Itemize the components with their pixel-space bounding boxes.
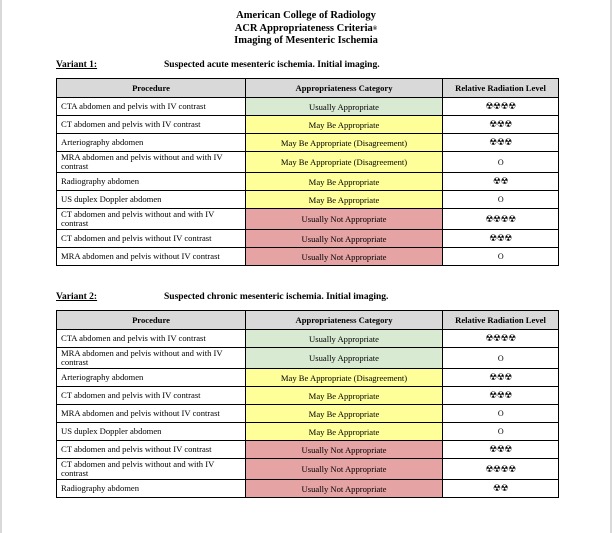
table-row bbox=[57, 330, 559, 348]
radiation-level-cell: ☢☢☢ bbox=[443, 116, 559, 134]
procedure-cell: CT abdomen and pelvis with IV contrast bbox=[57, 116, 246, 134]
table-row bbox=[57, 348, 559, 369]
criteria-title-text: ACR Appropriateness Criteria bbox=[234, 22, 373, 34]
table-row bbox=[57, 441, 559, 459]
appropriateness-category-cell: May Be Appropriate bbox=[246, 423, 443, 441]
criteria-title bbox=[0, 23, 612, 36]
table-row bbox=[57, 248, 559, 266]
variant-2-table bbox=[56, 310, 559, 498]
radiation-level-cell: O bbox=[443, 423, 559, 441]
procedure-cell: MRA abdomen and pelvis without IV contrast bbox=[57, 405, 246, 423]
table-row bbox=[57, 405, 559, 423]
radiation-column-header: Relative Radiation Level bbox=[443, 79, 559, 98]
variant-1-table bbox=[56, 78, 559, 266]
procedure-cell: CT abdomen and pelvis without and with IV contrast bbox=[57, 209, 246, 230]
appropriateness-category-cell: Usually Not Appropriate bbox=[246, 459, 443, 480]
appropriateness-category-cell: May Be Appropriate bbox=[246, 387, 443, 405]
category-column-header: Appropriateness Category bbox=[246, 311, 443, 330]
procedure-cell: MRA abdomen and pelvis without and with IV contrast bbox=[57, 348, 246, 369]
radiation-column-header: Relative Radiation Level bbox=[443, 311, 559, 330]
variant-2-table-body bbox=[57, 330, 559, 498]
radiation-level-cell: ☢☢☢☢ bbox=[443, 459, 559, 480]
procedure-cell: MRA abdomen and pelvis without and with IV contrast bbox=[57, 152, 246, 173]
table-row bbox=[57, 423, 559, 441]
radiation-level-cell: ☢☢☢☢ bbox=[443, 330, 559, 348]
procedure-cell: CT abdomen and pelvis without and with IV contrast bbox=[57, 459, 246, 480]
procedure-cell: CT abdomen and pelvis with IV contrast bbox=[57, 387, 246, 405]
radiation-level-cell: ☢☢ bbox=[443, 480, 559, 498]
procedure-cell: Arteriography abdomen bbox=[57, 369, 246, 387]
radiation-level-cell: ☢☢☢ bbox=[443, 441, 559, 459]
radiation-level-cell: O bbox=[443, 348, 559, 369]
table-row bbox=[57, 191, 559, 209]
org-title: American College of Radiology bbox=[236, 10, 376, 21]
variant-2-label: Variant 2: bbox=[56, 292, 98, 302]
radiation-level-cell: O bbox=[443, 248, 559, 266]
procedure-cell: CTA abdomen and pelvis with IV contrast bbox=[57, 330, 246, 348]
appropriateness-category-cell: May Be Appropriate bbox=[246, 405, 443, 423]
table-row bbox=[57, 369, 559, 387]
appropriateness-category-cell: May Be Appropriate bbox=[246, 116, 443, 134]
radiation-level-cell: O bbox=[443, 405, 559, 423]
procedure-cell: CT abdomen and pelvis without IV contrast bbox=[57, 230, 246, 248]
appropriateness-category-cell: May Be Appropriate (Disagreement) bbox=[246, 152, 443, 173]
variant-1-description: Suspected acute mesenteric ischemia. Initial imaging. bbox=[164, 60, 380, 70]
appropriateness-category-cell: Usually Not Appropriate bbox=[246, 248, 443, 266]
table-row bbox=[57, 116, 559, 134]
table-header-row bbox=[57, 79, 559, 98]
table-row bbox=[57, 209, 559, 230]
appropriateness-category-cell: Usually Not Appropriate bbox=[246, 209, 443, 230]
appropriateness-category-cell: Usually Not Appropriate bbox=[246, 441, 443, 459]
variant-1-table-body bbox=[57, 98, 559, 266]
appropriateness-category-cell: May Be Appropriate bbox=[246, 191, 443, 209]
radiation-level-cell: ☢☢☢☢ bbox=[443, 98, 559, 116]
radiation-level-cell: ☢☢☢ bbox=[443, 230, 559, 248]
appropriateness-category-cell: May Be Appropriate bbox=[246, 173, 443, 191]
table-row bbox=[57, 459, 559, 480]
category-column-header: Appropriateness Category bbox=[246, 79, 443, 98]
procedure-cell: US duplex Doppler abdomen bbox=[57, 191, 246, 209]
variant-1-heading bbox=[56, 60, 380, 70]
appropriateness-category-cell: Usually Appropriate bbox=[246, 348, 443, 369]
procedure-cell: Radiography abdomen bbox=[57, 480, 246, 498]
topic-title: Imaging of Mesenteric Ischemia bbox=[234, 35, 378, 46]
appropriateness-category-cell: Usually Not Appropriate bbox=[246, 480, 443, 498]
appropriateness-category-cell: Usually Appropriate bbox=[246, 330, 443, 348]
procedure-cell: Radiography abdomen bbox=[57, 173, 246, 191]
radiation-level-cell: ☢☢☢ bbox=[443, 387, 559, 405]
radiation-level-cell: O bbox=[443, 191, 559, 209]
variant-2-heading bbox=[56, 292, 388, 302]
procedure-column-header: Procedure bbox=[57, 79, 246, 98]
appropriateness-category-cell: Usually Not Appropriate bbox=[246, 230, 443, 248]
appropriateness-category-cell: Usually Appropriate bbox=[246, 98, 443, 116]
page-edge-left bbox=[0, 0, 2, 533]
registered-mark: ® bbox=[372, 25, 378, 32]
appropriateness-category-cell: May Be Appropriate (Disagreement) bbox=[246, 369, 443, 387]
procedure-column-header: Procedure bbox=[57, 311, 246, 330]
table-header-row bbox=[57, 311, 559, 330]
procedure-cell: CTA abdomen and pelvis with IV contrast bbox=[57, 98, 246, 116]
radiation-level-cell: O bbox=[443, 152, 559, 173]
procedure-cell: MRA abdomen and pelvis without IV contrast bbox=[57, 248, 246, 266]
table-row bbox=[57, 173, 559, 191]
procedure-cell: Arteriography abdomen bbox=[57, 134, 246, 152]
radiation-level-cell: ☢☢ bbox=[443, 173, 559, 191]
table-row bbox=[57, 387, 559, 405]
table-row bbox=[57, 230, 559, 248]
procedure-cell: US duplex Doppler abdomen bbox=[57, 423, 246, 441]
table-row bbox=[57, 134, 559, 152]
radiation-level-cell: ☢☢☢ bbox=[443, 369, 559, 387]
document-header bbox=[0, 10, 612, 48]
variant-2-description: Suspected chronic mesenteric ischemia. Initial imaging. bbox=[164, 292, 389, 302]
appropriateness-category-cell: May Be Appropriate (Disagreement) bbox=[246, 134, 443, 152]
table-row bbox=[57, 98, 559, 116]
procedure-cell: CT abdomen and pelvis without IV contrast bbox=[57, 441, 246, 459]
table-row bbox=[57, 480, 559, 498]
table-row bbox=[57, 152, 559, 173]
variant-1-label: Variant 1: bbox=[56, 60, 98, 70]
radiation-level-cell: ☢☢☢☢ bbox=[443, 209, 559, 230]
radiation-level-cell: ☢☢☢ bbox=[443, 134, 559, 152]
